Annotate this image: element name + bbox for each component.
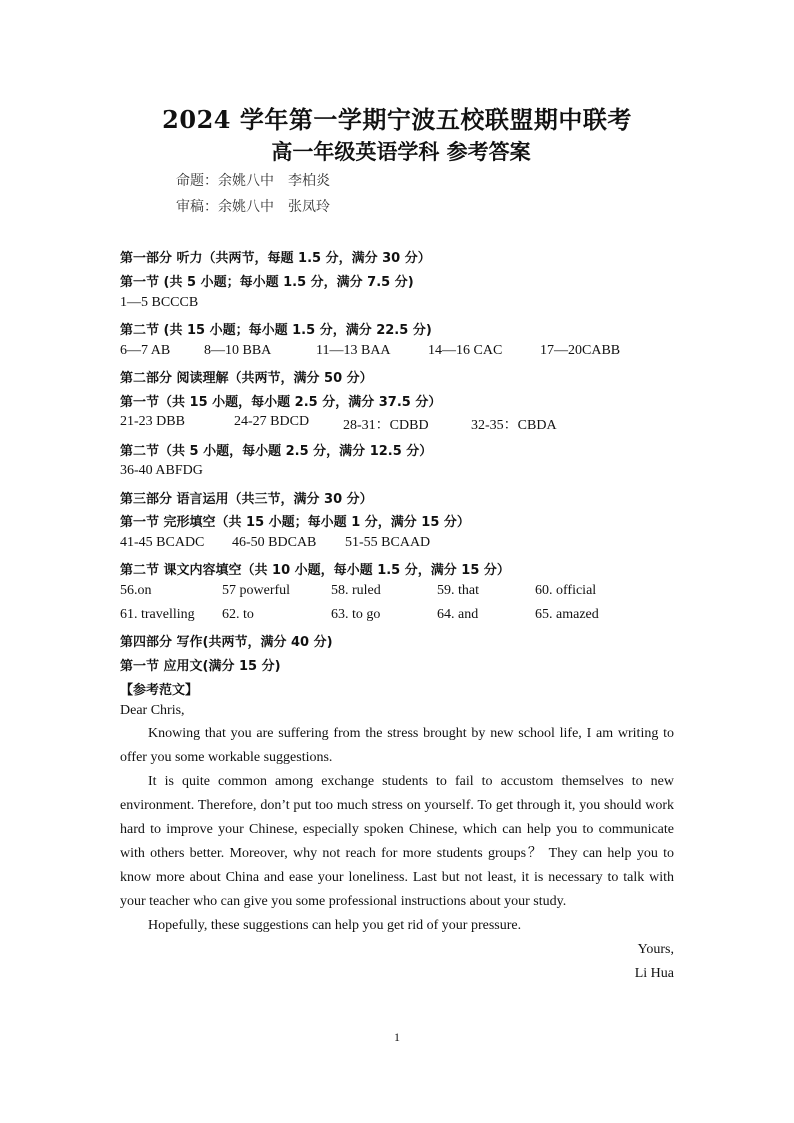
answer-cell: 51-55 BCAAD — [345, 535, 431, 550]
part3-heading: 第三部分 语言运用（共三节，满分 30 分） — [120, 492, 373, 507]
setter-label: 命题：余姚八中 — [176, 173, 274, 189]
answer-cell: 57 powerful — [222, 583, 291, 598]
sample-essay-label: 【参考范文】 — [120, 683, 199, 698]
part4-sec1-heading: 第一节 应用文(满分 15 分) — [120, 659, 281, 674]
page-number: 1 — [394, 1030, 400, 1044]
part2-sec2-answers: 36-40 ABFDG — [120, 463, 203, 478]
reviewer-line — [176, 196, 330, 216]
answer-cell: 58. ruled — [331, 583, 381, 598]
setter-name: 李柏炎 — [288, 173, 330, 189]
letter-paragraph: It is quite common among exchange students to fail to accustom themselves to new environment. Therefore, don’t put too much stress on yourself. To get through it, you should work hard to improve your Chinese, especially spoken Chinese, which can help you to communicate with others better. Moreover, why not reach for more students groups？ They can help you to know more about China and ease your loneliness. Last but not least, it is necessary to talk with your teacher who can give you some professional instructions about your study. — [120, 774, 674, 909]
answer-cell: 6—7 AB — [120, 343, 171, 358]
document-title: 2024 学年第一学期宁波五校联盟期中联考 — [162, 105, 632, 134]
answer-cell: 28-31：CDBD — [343, 418, 429, 433]
answer-cell: 59. that — [437, 583, 479, 598]
answer-cell: 65. amazed — [535, 607, 599, 622]
answer-cell: 17—20CABB — [540, 343, 621, 358]
answer-cell: 32-35：CBDA — [471, 418, 557, 433]
part1-heading: 第一部分 听力（共两节，每题 1.5 分，满分 30 分） — [120, 251, 431, 266]
answer-cell: 8—10 BBA — [204, 343, 272, 358]
answer-cell: 62. to — [222, 607, 254, 622]
part1-sec2-heading: 第二节 (共 15 小题；每小题 1.5 分，满分 22.5 分) — [120, 323, 432, 338]
reviewer-label: 审稿：余姚八中 — [176, 199, 274, 215]
answer-cell: 11—13 BAA — [316, 343, 391, 358]
part3-sec2-heading: 第二节 课文内容填空（共 10 小题，每小题 1.5 分，满分 15 分） — [120, 563, 510, 578]
letter-paragraph: Hopefully, these suggestions can help you get rid of your pressure. — [148, 918, 522, 933]
letter-signature: Li Hua — [634, 966, 674, 981]
part2-heading: 第二部分 阅读理解（共两节，满分 50 分） — [120, 371, 373, 386]
answer-cell: 63. to go — [331, 607, 381, 622]
reviewer-name: 张凤玲 — [288, 199, 330, 215]
part4-heading: 第四部分 写作(共两节，满分 40 分) — [120, 635, 333, 650]
answer-cell: 46-50 BDCAB — [232, 535, 317, 550]
part3-sec1-heading: 第一节 完形填空（共 15 小题；每小题 1 分，满分 15 分） — [120, 515, 470, 530]
document-subtitle: 高一年级英语学科 参考答案 — [271, 139, 531, 164]
answer-cell: 56.on — [120, 583, 152, 598]
part1-sec1-heading: 第一节 (共 5 小题；每小题 1.5 分，满分 7.5 分) — [120, 275, 414, 290]
part1-sec1-answers: 1—5 BCCCB — [120, 295, 199, 310]
answer-cell: 64. and — [437, 607, 479, 622]
answer-cell: 21-23 DBB — [120, 414, 185, 429]
setter-line — [176, 170, 330, 190]
answer-cell: 24-27 BDCD — [234, 414, 310, 429]
answer-cell: 41-45 BCADC — [120, 535, 205, 550]
letter-closing: Yours, — [637, 942, 674, 957]
letter-greeting: Dear Chris, — [120, 703, 185, 718]
answer-cell: 14—16 CAC — [428, 343, 503, 358]
letter-paragraph: Knowing that you are suffering from the stress brought by new school life, I am writing to offer you some workable suggestions. — [120, 726, 674, 765]
part2-sec1-heading: 第一节（共 15 小题，每小题 2.5 分，满分 37.5 分） — [120, 395, 442, 410]
part2-sec2-heading: 第二节（共 5 小题，每小题 2.5 分，满分 12.5 分） — [120, 444, 433, 459]
answer-cell: 60. official — [535, 583, 597, 598]
answer-cell: 61. travelling — [120, 607, 195, 622]
